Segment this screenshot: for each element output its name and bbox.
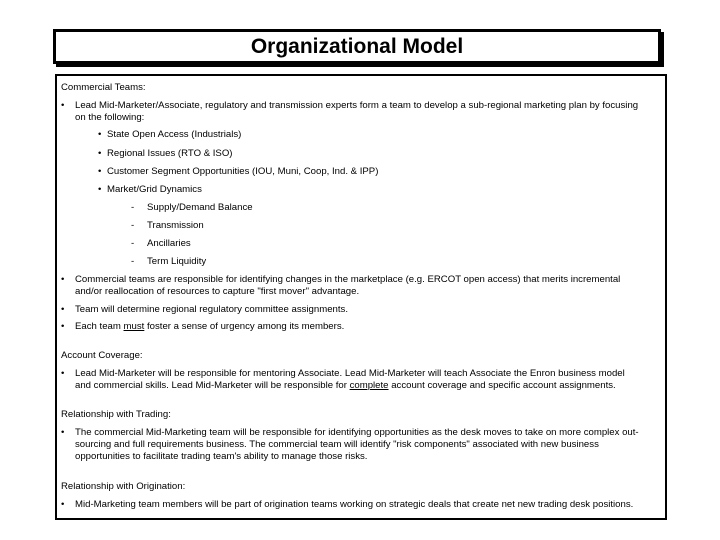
commercial-bullet-1-line-1: Lead Mid-Marketer/Associate, regulatory and transmission experts form a team to develop a sub-regional marketing plan by focusing (75, 100, 639, 111)
dash-icon: - (131, 256, 135, 267)
bullet-icon: • (98, 148, 102, 159)
emphasis-complete: complete (349, 380, 389, 391)
bullet-icon: • (61, 321, 65, 332)
sub-item-1: State Open Access (Industrials) (107, 129, 242, 140)
bullet-icon: • (98, 129, 102, 140)
sub-item-3: Customer Segment Opportunities (IOU, Muni, Coop, Ind. & IPP) (107, 166, 379, 177)
page-title: Organizational Model (250, 34, 464, 58)
title-box (53, 29, 661, 64)
account-line-2: and commercial skills. Lead Mid-Marketer will be responsible for complete account coverage and specific account assignments. (75, 380, 616, 391)
sub-sub-item-3: Ancillaries (147, 238, 191, 249)
commercial-bullet-2-line-1: Commercial teams are responsible for identifying changes in the marketplace (e.g. ERCOT open access) that merits incremental (75, 274, 621, 285)
origination-heading: Relationship with Origination: (61, 481, 186, 492)
commercial-bullet-2-line-2: and/or reallocation of resources to capture "first mover" advantage. (75, 286, 360, 297)
bullet-icon: • (61, 100, 65, 111)
origination-line-1: Mid-Marketing team members will be part of origination teams working on strategic deals that create net new trading desk positions. (75, 499, 634, 510)
bullet-icon: • (61, 427, 65, 438)
account-heading: Account Coverage: (61, 350, 143, 361)
bullet-icon: • (98, 166, 102, 177)
account-line-1: Lead Mid-Marketer will be responsible for mentoring Associate. Lead Mid-Marketer will teach Associate the Enron business model (75, 368, 625, 379)
dash-icon: - (131, 238, 135, 249)
bullet-icon: • (61, 368, 65, 379)
sub-sub-item-2: Transmission (147, 220, 204, 231)
sub-sub-item-1: Supply/Demand Balance (147, 202, 253, 213)
trading-line-1: The commercial Mid-Marketing team will be responsible for identifying opportunities as the desk moves to take on more complex out- (75, 427, 639, 438)
bullet-icon: • (61, 499, 65, 510)
trading-heading: Relationship with Trading: (61, 409, 171, 420)
commercial-heading: Commercial Teams: (61, 82, 146, 93)
commercial-bullet-1-line-2: on the following: (75, 112, 145, 123)
dash-icon: - (131, 220, 135, 231)
sub-item-2: Regional Issues (RTO & ISO) (107, 148, 233, 159)
sub-item-4: Market/Grid Dynamics (107, 184, 202, 195)
emphasis-must: must (123, 321, 145, 332)
sub-sub-item-4: Term Liquidity (147, 256, 207, 267)
trading-line-3: opportunities to facilitate trading team's ability to manage those risks. (75, 451, 368, 462)
bullet-icon: • (61, 274, 65, 285)
trading-line-2: sourcing and full requirements business. The commercial team will identify "risk components" associated with new business (75, 439, 599, 450)
bullet-icon: • (98, 184, 102, 195)
commercial-bullet-3: Team will determine regional regulatory committee assignments. (75, 304, 349, 315)
commercial-bullet-4: Each team must foster a sense of urgency among its members. (75, 321, 345, 332)
bullet-icon: • (61, 304, 65, 315)
dash-icon: - (131, 202, 135, 213)
